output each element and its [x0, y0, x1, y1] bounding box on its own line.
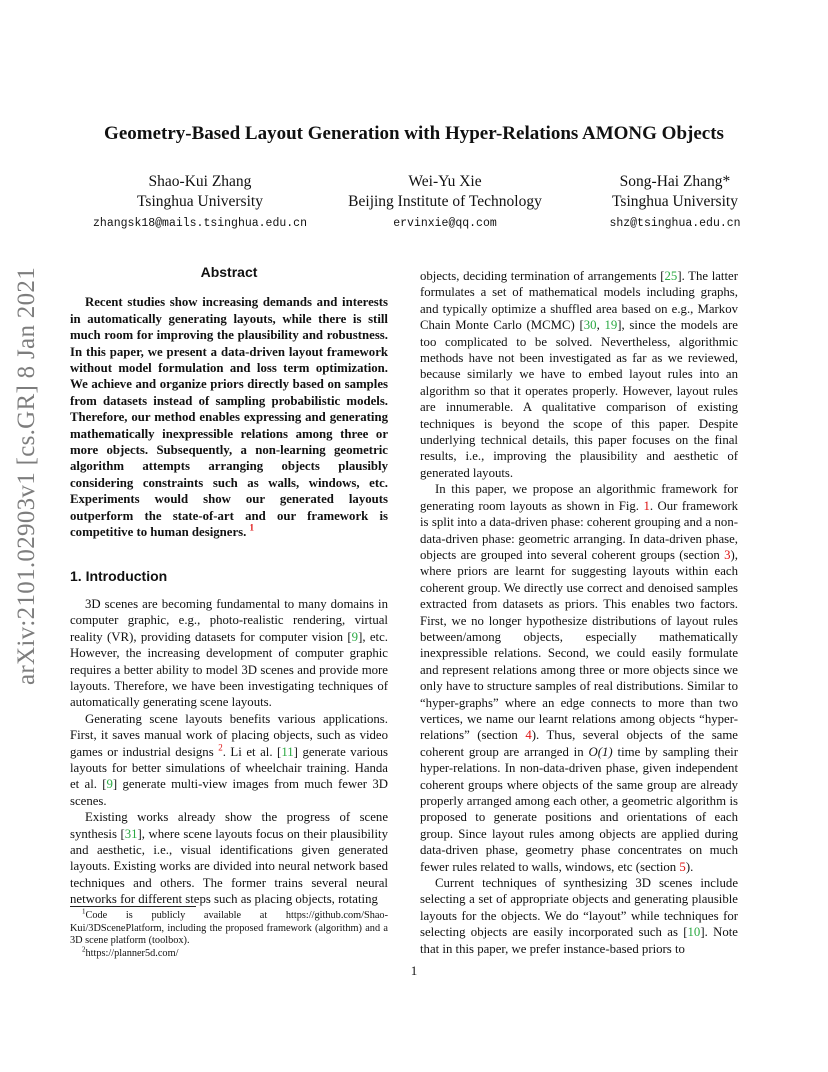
author-block-1: [80, 172, 320, 230]
abstract-heading: Abstract: [200, 264, 258, 280]
author-name: Wei-Yu Xie: [408, 173, 482, 190]
text-run: . Li et al. [: [222, 744, 282, 759]
footnote-ref-2[interactable]: 2: [218, 742, 223, 753]
text-run: ], where scene layouts focus on their plausibility and aesthetic, i.e., visual identifications given generated layouts. Existing works are divided into neural network based techniques and others. The former trains several neural networks for different steps such as placing objects, rotating: [70, 826, 388, 907]
body-paragraph: [420, 481, 738, 875]
author-affiliation: Beijing Institute of Technology: [348, 193, 542, 210]
author-affiliation: Tsinghua University: [612, 193, 738, 210]
text-run: ] generate various layouts for better simulations of wheelchair training. Handa et al. [: [70, 744, 388, 792]
paper-title: Geometry-Based Layout Generation with Hyper-Relations AMONG Objects: [104, 123, 724, 144]
left-column: [70, 264, 388, 908]
text-run: Current techniques of synthesizing 3D scenes include selecting a set of appropriate objects and generating plausible layouts for the objects. We do “layout” while techniques for selecting objects are easily incorporated such as [: [420, 876, 738, 940]
intro-paragraph-3: [70, 809, 388, 907]
footnote-link[interactable]: https://planner5d.com/: [85, 947, 179, 959]
text-run: ]. Note that in this paper, we prefer instance-based priors to: [420, 925, 738, 956]
footnote-mark: 1: [82, 907, 86, 916]
author-email[interactable]: ervinxie@qq.com: [393, 217, 497, 230]
footnote-divider: [70, 906, 196, 907]
citation-link[interactable]: 11: [281, 744, 294, 759]
footnotes: [70, 906, 388, 960]
footnote-mark: 2: [82, 945, 86, 954]
text-run: ]. The latter formulates a set of mathematical models including graphs, and typically optimize a shuffled area based on e.g., Markov Chain Monte Carlo (MCMC) [: [420, 269, 738, 333]
citation-link[interactable]: 25: [664, 269, 678, 283]
abstract-body: Recent studies show increasing demands and interests in automatically generating layouts, while there is still much room for improving the plausibility and robustness. In this paper, we present a data-driven layout framework without model formulation and loss term optimization. We achieve and organize priors directly based on samples from datasets instead of sampling probabilistic models. Therefore, our method enables expressing and generating mathematically inexpressible relations among three or more objects. Subsequently, a non-learning geometric algorithm attempts arranging objects plausibly considering constraints such as walls, windows, etc. Experiments would show our generated layouts outperform the state-of-art and our framework is competitive to human designers.: [70, 295, 388, 540]
arxiv-identifier-stamp: [2, 267, 52, 685]
author-email[interactable]: zhangsk18@mails.tsinghua.edu.cn: [93, 217, 307, 230]
math-expression: O(1): [588, 744, 613, 759]
text-run: objects, deciding termination of arrangements [: [420, 269, 665, 283]
intro-paragraph-2: [70, 711, 388, 809]
text-run: . Our framework is split into a data-driven phase: coherent grouping and a non-data-driven phase: geometric arranging. In data-driven phase, objects are grouped into several coherent groups (section: [420, 498, 738, 562]
author-affiliation: Tsinghua University: [137, 193, 263, 210]
intro-paragraph-1: [70, 596, 388, 711]
text-run: ], since the models are too complicated to be solved. Nevertheless, algorithmic methods have not been investigated as far as we reviewed, because similarly we have to embed layout rules into an algorithm so that it operates properly. However, layout rules are innumerable. A qualitative comparison of existing techniques is beyond the scope of this paper. Despite underlying technical details, this paper focuses on the final results, i.e., improving the plausibility and aesthetic of generated layouts.: [420, 318, 738, 480]
section-link[interactable]: 5: [679, 859, 686, 874]
text-run: time by sampling their hyper-relations. In non-data-driven phase, given independent coherent groups where objects of the same group are already properly arranged among each other, a geometric algorithm is proposed to generate positions and orientations of each group. Since layout rules among objects are applied during data-driven phase, geometry phase concentrates on much fewer rules related to walls, windows, etc (section: [420, 744, 738, 874]
abstract-paragraph: [70, 294, 388, 540]
arxiv-id-text: arXiv:2101.02903v1 [cs.GR] 8 Jan 2021: [13, 267, 40, 685]
body-paragraph-continued: [420, 268, 738, 481]
text-run: ], etc. However, the increasing development of computer graphic requires a better ability to model 3D scenes and provide more layouts. Therefore, we have been investigating techniques of automatically generating scene layouts.: [70, 629, 388, 710]
text-run: ,: [596, 318, 605, 333]
text-run: 3D scenes are becoming fundamental to many domains in computer graphic, e.g., photo-realistic rendering, virtual reality (VR), providing datasets for computer vision [: [70, 596, 388, 644]
text-run: Existing works already show the progress of scene synthesis [: [70, 810, 388, 841]
text-run: ), where priors are learnt for suggesting layouts within each coherent group. We directly use correct and denoised samples extracted from datasets as priors. This enables two factors. First, we no longer hypothesize distributions of layout rules between/among objects, especially mathematically inexpressible relations. Second, we could easily formulate and represent relations among three or more objects since we only have to structure samples of real distributions. Similar to “hyper-graphs” where an edge connects to more than two vertices, we name our learnt relations among objects “hyper-relations” (section: [420, 547, 738, 743]
text-run: ).: [685, 859, 694, 874]
footnote-text: Code is publicly available at https://github.com/Shao-Kui/3DScenePlatform, including the proposed framework (algorithm) and a 3D scene platform (toolbox).: [70, 910, 388, 947]
citation-link[interactable]: 9: [106, 777, 113, 792]
text-run: ] generate multi-view images from much fewer 3D scenes.: [70, 777, 388, 808]
right-column: [420, 268, 738, 957]
section-heading-introduction: 1. Introduction: [70, 567, 168, 584]
figure-link[interactable]: 1: [643, 498, 650, 513]
citation-link[interactable]: 19: [604, 318, 618, 333]
footnote-1: [70, 907, 388, 948]
footnote-ref-1[interactable]: 1: [249, 522, 255, 533]
body-paragraph: [420, 875, 738, 957]
section-link[interactable]: 4: [525, 728, 532, 743]
citation-link[interactable]: 10: [687, 925, 701, 940]
text-run: In this paper, we propose an algorithmic framework for generating room layouts as shown in Fig.: [420, 482, 738, 513]
author-email[interactable]: shz@tsinghua.edu.cn: [609, 217, 741, 230]
author-block-3: [570, 172, 780, 230]
author-name: Song-Hai Zhang*: [619, 173, 731, 190]
text-run: Generating scene layouts benefits various applications. First, it saves manual work of placing objects, such as video games or industrial designs: [70, 711, 388, 759]
author-block-2: [330, 172, 560, 230]
citation-link[interactable]: 30: [583, 318, 597, 333]
citation-link[interactable]: 31: [124, 826, 138, 841]
author-name: Shao-Kui Zhang: [148, 173, 252, 190]
citation-link[interactable]: 9: [351, 629, 359, 644]
page-number: 1: [410, 963, 418, 978]
footnote-2: [70, 945, 388, 961]
text-run: ). Thus, several objects of the same coherent group are arranged in: [420, 728, 738, 759]
section-link[interactable]: 3: [724, 547, 731, 562]
